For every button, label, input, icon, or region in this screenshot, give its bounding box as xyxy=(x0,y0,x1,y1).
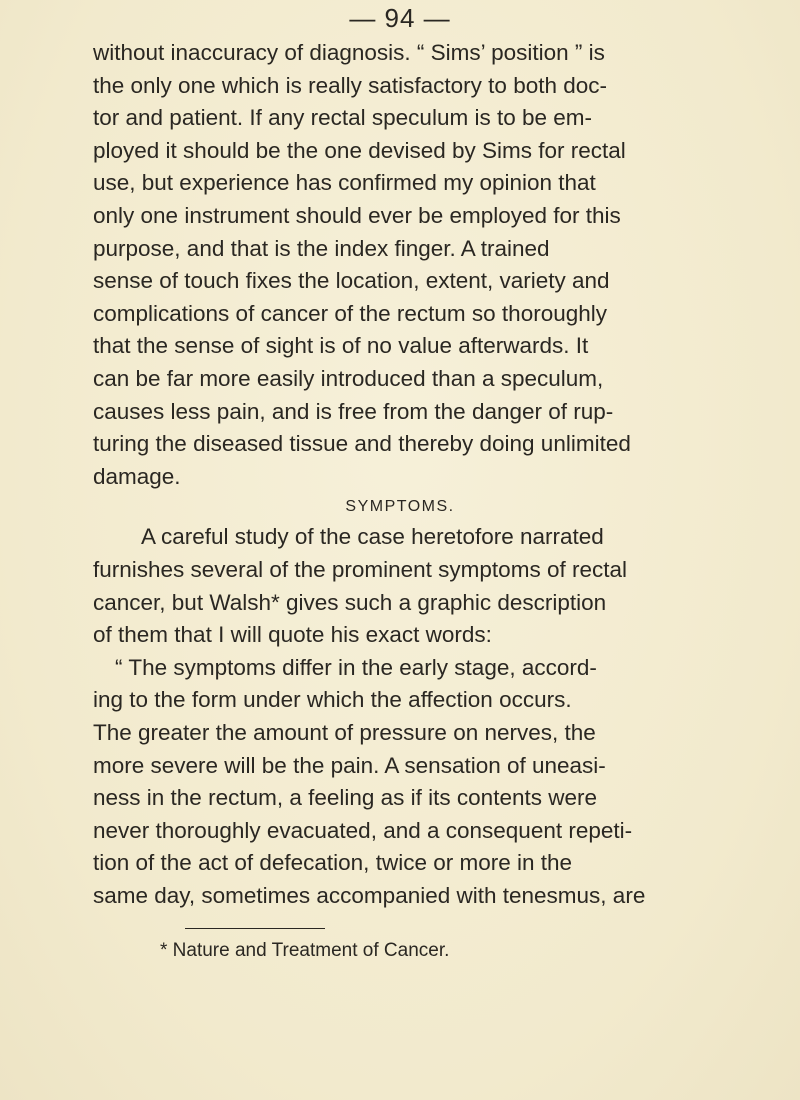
footnote: * Nature and Treatment of Cancer. xyxy=(160,939,450,961)
body-line: only one instrument should ever be employed for this xyxy=(93,203,621,228)
body-line: that the sense of sight is of no value afterwards. It xyxy=(93,333,589,359)
quote-line: more severe will be the pain. A sensation of uneasi- xyxy=(93,752,606,778)
body-line: use, but experience has confirmed my opinion that xyxy=(93,170,596,196)
body-line: the only one which is really satisfactory to both doc- xyxy=(93,72,608,98)
quote-line: The greater the amount of pressure on nerves, the xyxy=(93,720,596,745)
body-line: causes less pain, and is free from the danger of rup- xyxy=(93,398,614,424)
quote-line: ing to the form under which the affection occurs. xyxy=(93,687,572,713)
body-line: sense of touch fixes the location, extent, variety and xyxy=(93,268,610,294)
quote-line: tion of the act of defecation, twice or more in the xyxy=(93,850,573,876)
quote-line: never thoroughly evacuated, and a consequent repeti- xyxy=(93,817,633,843)
quote-line: “ The symptoms differ in the early stage, accord- xyxy=(115,654,597,680)
body-line: A careful study of the case heretofore narrated xyxy=(141,524,604,550)
body-line: tor and patient. If any rectal speculum is to be em- xyxy=(93,105,592,131)
body-line: furnishes several of the prominent symptoms of rectal xyxy=(93,557,627,582)
body-line: damage. xyxy=(93,463,181,489)
body-line: can be far more easily introduced than a speculum, xyxy=(93,366,604,391)
section-heading: SYMPTOMS. xyxy=(345,498,455,516)
body-line: of them that I will quote his exact words: xyxy=(93,622,492,648)
body-line: complications of cancer of the rectum so thoroughly xyxy=(93,300,608,326)
body-line: turing the diseased tissue and thereby doing unlimited xyxy=(93,431,631,457)
page-number: — 94 — xyxy=(349,3,451,33)
footnote-divider xyxy=(185,928,325,929)
body-line: ployed it should be the one devised by Sims for rectal xyxy=(93,137,626,163)
quote-line: same day, sometimes accompanied with tenesmus, are xyxy=(93,883,646,908)
body-line: without inaccuracy of diagnosis. “ Sims’ position ” is xyxy=(93,40,605,65)
body-line: purpose, and that is the index finger. A trained xyxy=(93,235,550,261)
quote-line: ness in the rectum, a feeling as if its contents were xyxy=(93,785,597,811)
body-line: cancer, but Walsh* gives such a graphic description xyxy=(93,589,607,615)
